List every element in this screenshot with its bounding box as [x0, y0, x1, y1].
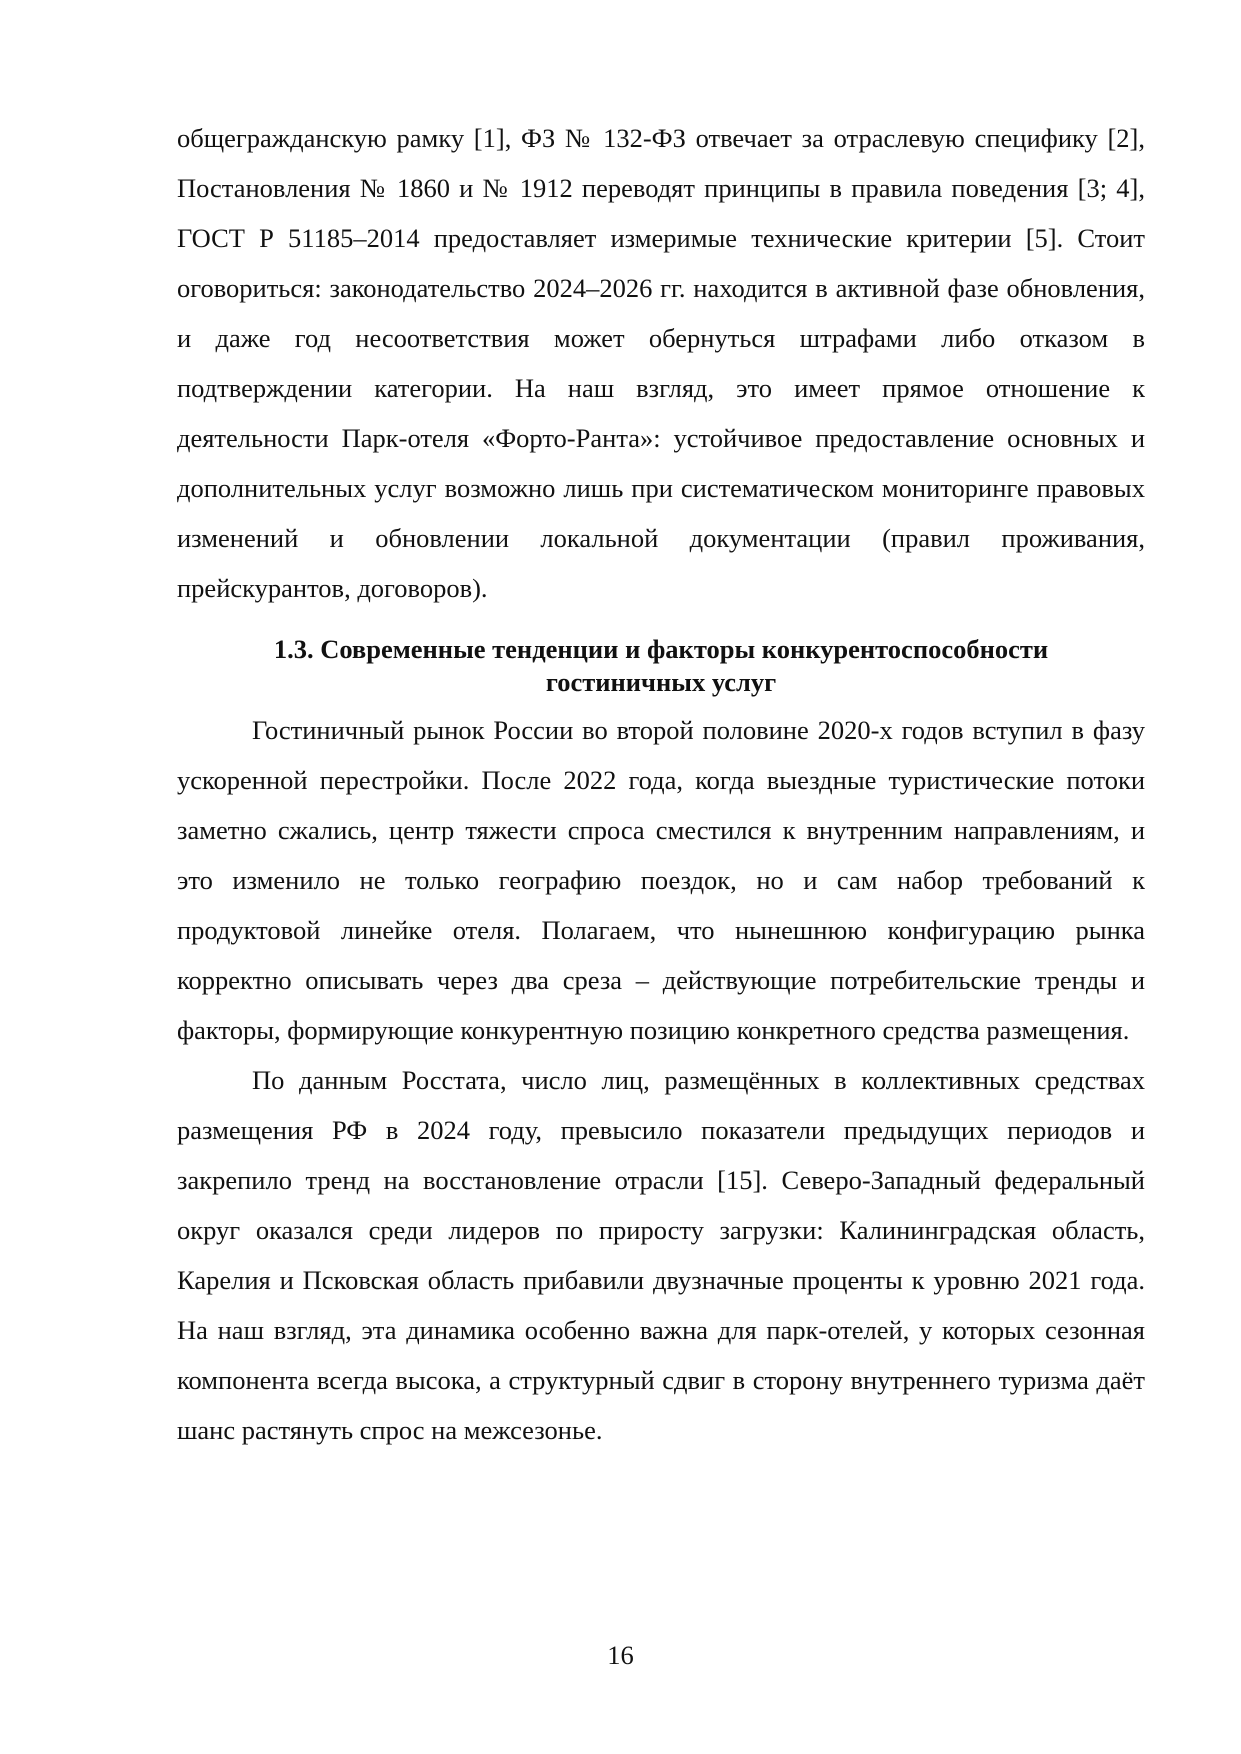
section-heading-line-1: 1.3. Современные тенденции и факторы конкурентоспособности [273, 634, 1049, 664]
section-heading-line-2: гостиничных услуг [545, 667, 777, 697]
continued-paragraph: общегражданскую рамку [1], ФЗ № 132-ФЗ отвечает за отраслевую специфику [2], Постановления № 1860 и № 1912 переводят принципы в правила поведения [3; 4], ГОСТ Р 51185–2014 предоставляет измеримые технические критерии [5]. Стоит оговориться: законодательство 2024–2026 гг. находится в активной фазе обновления, и даже год несоответствия может обернуться штрафами либо отказом в подтверждении категории. На наш взгляд, это имеет прямое отношение к деятельности Парк-отеля «Форто-Ранта»: устойчивое предоставление основных и дополнительных услуг возможно лишь при систематическом мониторинге правовых изменений и обновлении локальной документации (правил проживания, прейскурантов, договоров). [177, 123, 1145, 603]
body-paragraph: Гостиничный рынок России во второй половине 2020-х годов вступил в фазу ускоренной перестройки. После 2022 года, когда выездные туристические потоки заметно сжались, центр тяжести спроса сместился к внутренним направлениям, и это изменило не только географию поездок, но и сам набор требований к продуктовой линейке отеля. Полагаем, что нынешнюю конфигурацию рынка корректно описывать через два среза – действующие потребительские тренды и факторы, формирующие конкурентную позицию конкретного средства размещения. [177, 715, 1145, 1045]
page-body [177, 113, 1145, 1455]
body-paragraph: По данным Росстата, число лиц, размещённых в коллективных средствах размещения РФ в 2024 году, превысило показатели предыдущих периодов и закрепило тренд на восстановление отрасли [15]. Северо-Западный федеральный округ оказался среди лидеров по приросту загрузки: Калининградская область, Карелия и Псковская область прибавили двузначные проценты к уровню 2021 года. На наш взгляд, эта динамика особенно важна для парк-отелей, у которых сезонная компонента всегда высока, а структурный сдвиг в сторону внутреннего туризма даёт шанс растянуть спрос на межсезонье. [177, 1065, 1145, 1445]
section-heading [177, 613, 1145, 705]
page-number: 16 [607, 1640, 634, 1670]
